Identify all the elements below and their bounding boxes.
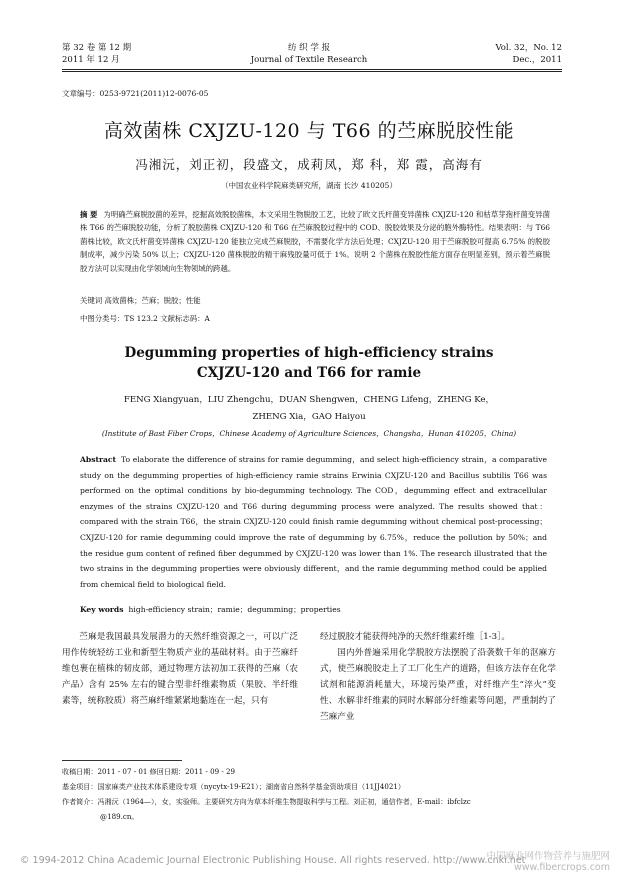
keywords-en-label: Key words [80,605,124,614]
title-en [0,343,618,383]
body-paragraph-1-cont: 经过脱胶才能获得纯净的天然纤维素纤维［1-3］。 [320,632,511,642]
authors-en-line1: FENG Xiangyuan，LIU Zhengchu，DUAN Shengwen，CHENG Lifeng，ZHENG Ke， [123,395,495,405]
header-date: 2011 年 12 月 [62,55,120,65]
watermark-line1: 中国麻业网作物营养与施肥网 [486,851,610,862]
authors-en-line2: ZHENG Xia，GAO Haiyou [252,412,366,422]
footnote-email: @189.cn。 [100,812,139,821]
authors-cn: 冯湘沅，刘正初，段盛文，成莉凤，郑 科，郑 霞，高海有 [135,157,483,172]
affiliation-en: (Institute of Bast Fiber Crops，Chinese Academy of Agriculture Sciences，Changsha，Hunan 410205，China) [101,429,517,438]
authors-en [0,392,618,426]
footnote-received: 收稿日期：2011 - 07 - 01 修回日期：2011 - 09 - 29 [62,767,236,776]
footnote-fund: 基金项目：国家麻类产业技术体系建设专项（nycytx-19-E21）；湖南省自然科学基金资助项目（11JJ4021） [62,782,405,791]
body-column-right [320,629,556,725]
keywords-cn: 关键词 高效菌株；苎麻；脱胶；性能 [80,296,201,305]
watermark-line2: www.fibercrops.com [513,862,610,873]
footnote-author: 作者简介：冯湘沅（1964—），女，实验师。主要研究方向为草本纤维生物提取科学与工程。刘正初，通信作者，E-mail：ibfclzc [62,797,471,806]
copyright-line: © 1994-2012 China Academic Journal Electronic Publishing House. All rights reserved. http://www.cnki.net [20,855,526,866]
abstract-cn-text: 为明确苎麻脱胶菌的差异，挖掘高效脱胶菌株，本文采用生物脱胶工艺，比较了欧文氏杆菌变异菌株 CXJZU-120 和枯草芽孢杆菌变异菌株 T66 的苎麻脱胶功能，分析了脱胶菌株 CXJZU-120 和 T66 在苎麻脱胶过程中的 COD、脱胶效果及分泌的胞外酶特性。结果表明：与 T66 菌株比较，欧文氏杆菌变异菌株 CXJZU-120 能独立完成苎麻脱胶，不需要化学方法后处理；CXJZU-120 用于苎麻脱胶可提高 6.75% 的脱胶制成率，减少污染 50% 以上；CXJZU-120 菌株脱胶的精干麻残胶量可低于 1%。说明 2 个菌株在脱胶性能方面存在明显差别，预示着苎麻脱胶方法可以实现由化学领域向生物领域的跨越。 [80,210,551,273]
header-journal-cn: 纺 织 学 报 [287,43,331,53]
title-en-text: Degumming properties of high-efficiency strains CXJZU-120 and T66 for ramie [124,345,494,381]
footnote-rule [62,760,182,761]
watermark [486,851,610,873]
body-paragraph-2: 国内外普遍采用化学脱胶方法摆脱了沿袭数千年的沤麻方式，使苎麻脱胶走上了工厂化生产的道路，但该方法存在化学试剂和能源消耗量大，环境污染严重，对纤维产生“淬火”变性、水解非纤维素的同时水解部分纤维素等问题，严重制约了苎麻产业 [320,648,556,722]
header-rule-thin [62,71,562,72]
body-column-left [62,629,298,709]
affiliation-cn: （中国农业科学院麻类研究所，湖南 长沙 410205） [221,181,397,190]
header-vol-en [495,42,562,66]
abstract-en-label: Abstract [80,455,117,464]
keywords-en-text: high-efficiency strain；ramie；degumming；properties [128,605,341,614]
header-rule [62,69,562,70]
header-volume: 第 32 卷 第 12 期 [62,43,132,53]
abstract-en [80,452,547,592]
keywords-en [80,604,341,615]
article-number: 文章编号：0253-9721(2011)12-0076-05 [62,89,209,98]
body-paragraph-1: 苎麻是我国最具发展潜力的天然纤维资源之一，可以广泛用作传统轻纺工业和新型生物质产业的基础材料。由于苎麻纤维包裹在植株的韧皮部，通过物理方法初加工获得的苎麻（农产品）含有 25% 左右的键合型非纤维素物质（果胶、半纤维素等，统称胶质）将苎麻纤维紧紧地黏连在一起，只有 [62,632,298,706]
classification-cn: 中图分类号：TS 123.2 文献标志码：A [80,314,210,323]
title-cn: 高效菌株 CXJZU-120 与 T66 的苎麻脱胶性能 [103,120,515,142]
abstract-en-text: To elaborate the difference of strains for ramie degumming，and select high-efficiency strain，a comparative study on the degumming properties of high-efficiency ramie strains Erwinia CXJZU-120 and Bacillus subtilis T66 was performed on the optimal conditions by bio-degumming technology. The COD，degumming effect and extracellular enzymes of the strains CXJZU-120 and T66 during degumming process were analyzed. The results showed that：compared with the strain T66，the strain CXJZU-120 could finish ramie degumming without chemical post-processing；CXJZU-120 for ramie degumming could improve the rate of degumming by 6.75%，reduce the pollution by 50%；and the residue gum content of refined fiber degummed by CXJZU-120 was lower than 1%. The research illustrated that the two strains in the degumming properties were obviously different，and the ramie degumming method could be applied from chemical field to biological field. [80,455,547,589]
abstract-cn-label: 摘 要 [80,210,98,219]
header-vol-no-en: Vol. 32，No. 12 [495,43,562,53]
header-date-en: Dec.，2011 [512,55,562,65]
header-journal-en: Journal of Textile Research [250,55,368,65]
abstract-cn [80,208,550,275]
